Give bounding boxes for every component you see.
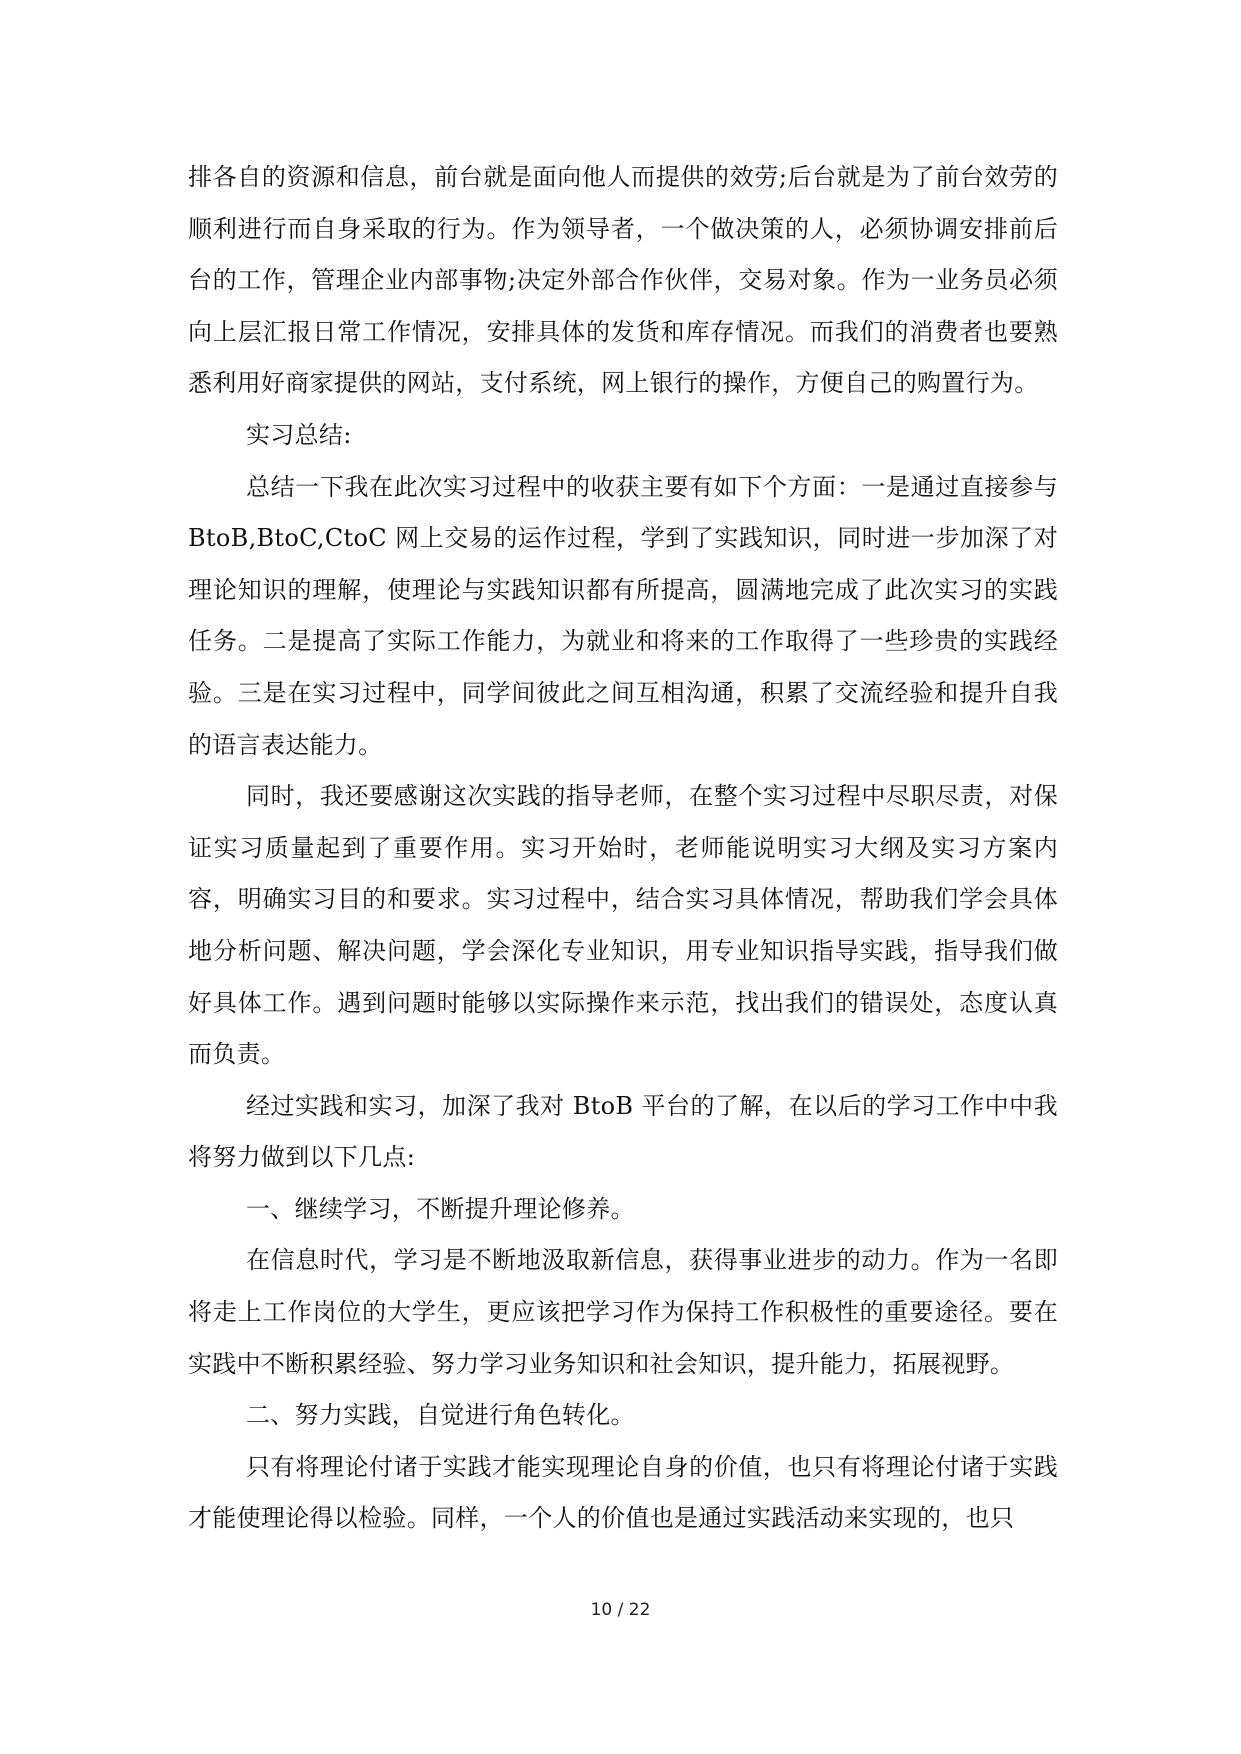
paragraph-continuation: 排各自的资源和信息，前台就是面向他人而提供的效劳;后台就是为了前台效劳的顺利进行而自身采取的行为。作为领导者，一个做决策的人，必须协调安排前后台的工作，管理企业内部事物;决定外部合作伙伴，交易对象。作为一业务员必须向上层汇报日常工作情况，安排具体的发货和库存情况。而我们的消费者也要熟悉利用好商家提供的网站，支付系统，网上银行的操作，方便自己的购置行为。: [188, 163, 1058, 398]
point-heading-1: 一、继续学习，不断提升理论修养。: [246, 1194, 635, 1223]
paragraph-point-2: 只有将理论付诸于实践才能实现理论自身的价值，也只有将理论付诸于实践才能使理论得以检验。同样，一个人的价值也是通过实践活动来实现的，也只: [188, 1452, 1058, 1533]
paragraph-point-1: 在信息时代，学习是不断地汲取新信息，获得事业进步的动力。作为一名即将走上工作岗位的大学生，更应该把学习作为保持工作积极性的重要途径。要在实践中不断积累经验、努力学习业务知识和社会知识，提升能力，拓展视野。: [188, 1246, 1058, 1378]
paragraph-gains: 总结一下我在此次实习过程中的收获主要有如下个方面：一是通过直接参与 BtoB,BtoC,CtoC 网上交易的运作过程，学到了实践知识，同时进一步加深了对理论知识的理解，使理论与实践知识都有所提高，圆满地完成了此次实习的实践任务。二是提高了实际工作能力，为就业和将来的工作取得了一些珍贵的实践经验。三是在实习过程中，同学间彼此之间互相沟通，积累了交流经验和提升自我的语言表达能力。: [188, 472, 1058, 759]
point-heading-2: 二、努力实践，自觉进行角色转化。: [246, 1401, 635, 1430]
paragraph-future-plans: 经过实践和实习，加深了我对 BtoB 平台的了解，在以后的学习工作中中我将努力做到以下几点:: [188, 1091, 1058, 1172]
document-body: [188, 152, 1058, 1545]
page-number: 10 / 22: [590, 1600, 651, 1620]
paragraph-thanks: 同时，我还要感谢这次实践的指导老师，在整个实习过程中尽职尽责，对保证实习质量起到了重要作用。实习开始时，老师能说明实习大纲及实习方案内容，明确实习目的和要求。实习过程中，结合实习具体情况，帮助我们学会具体地分析问题、解决问题，学会深化专业知识，用专业知识指导实践，指导我们做好具体工作。遇到问题时能够以实际操作来示范，找出我们的错误处，态度认真而负责。: [188, 782, 1058, 1069]
section-heading-internship-summary: 实习总结:: [246, 420, 352, 449]
